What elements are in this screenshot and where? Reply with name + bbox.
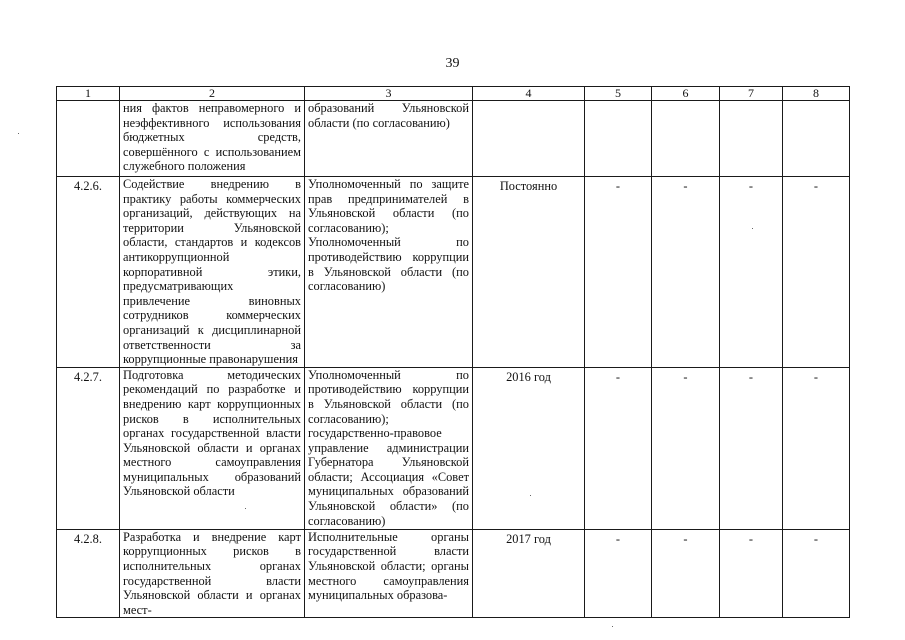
table-header-row [57, 87, 850, 101]
row-number [57, 101, 120, 177]
col8-cell [783, 101, 850, 177]
header-cell: 6 [652, 87, 720, 101]
col7-cell: - [720, 367, 783, 529]
measure-cell: ния фактов неправомерного и неэффективного использования бюджетных средств, совершённого с использованием служебного положения [120, 101, 305, 177]
col8-cell: - [783, 177, 850, 368]
table-row [57, 529, 850, 618]
executor-cell: Уполномоченный по противодействию коррупции в Ульяновской области (по согласованию); государственно-правовое управление администрации Губернатора Ульяновской области; Ассоциация «Совет муниципальных образований Ульяновской области» (по согласованию) [305, 367, 473, 529]
scan-speck [18, 133, 19, 134]
row-number: 4.2.8. [57, 529, 120, 618]
executor-cell: Исполнительные органы государственной власти Ульяновской области; органы местного самоуправления муниципальных образова- [305, 529, 473, 618]
measure-cell: Содействие внедрению в практику работы коммерческих организаций, действующих на территории Ульяновской области, стандартов и кодексов антикоррупционной корпоративной этики, предусматривающих привлечение виновных сотрудников коммерческих организаций к дисциплинарной ответственности за коррупционные правонарушения [120, 177, 305, 368]
row-number: 4.2.6. [57, 177, 120, 368]
measure-cell: Подготовка методических рекомендаций по разработке и внедрению карт коррупционных рисков в исполнительных органах государственной власти Ульяновской области и органах местного самоуправления муниципальных образований Ульяновской области [120, 367, 305, 529]
header-cell: 4 [473, 87, 585, 101]
col8-cell: - [783, 367, 850, 529]
col5-cell [585, 101, 652, 177]
header-cell: 3 [305, 87, 473, 101]
page-number: 39 [445, 56, 460, 71]
table-row [57, 367, 850, 529]
header-cell: 7 [720, 87, 783, 101]
col6-cell: - [652, 529, 720, 618]
col5-cell: - [585, 367, 652, 529]
scan-speck [530, 495, 531, 496]
table-row [57, 177, 850, 368]
table-row [57, 101, 850, 177]
header-cell: 1 [57, 87, 120, 101]
scan-speck [752, 228, 753, 229]
term-cell: Постоянно [473, 177, 585, 368]
col6-cell: - [652, 367, 720, 529]
executor-cell: Уполномоченный по защите прав предпринимателей в Ульяновской области (по согласованию); Уполномоченный по противодействию коррупции в Ульяновской области (по согласованию) [305, 177, 473, 368]
col8-cell: - [783, 529, 850, 618]
header-cell: 2 [120, 87, 305, 101]
col5-cell: - [585, 529, 652, 618]
term-cell: 2017 год [473, 529, 585, 618]
scan-speck [612, 626, 613, 627]
col5-cell: - [585, 177, 652, 368]
measures-table [56, 86, 850, 618]
scan-speck [245, 508, 246, 509]
col7-cell: - [720, 529, 783, 618]
col6-cell [652, 101, 720, 177]
term-cell: 2016 год [473, 367, 585, 529]
col7-cell [720, 101, 783, 177]
col7-cell: - [720, 177, 783, 368]
header-cell: 8 [783, 87, 850, 101]
col6-cell: - [652, 177, 720, 368]
term-cell [473, 101, 585, 177]
header-cell: 5 [585, 87, 652, 101]
measure-cell: Разработка и внедрение карт коррупционных рисков в исполнительных органах государственной власти Ульяновской области и органах мест- [120, 529, 305, 618]
executor-cell: образований Ульяновской области (по согласованию) [305, 101, 473, 177]
row-number: 4.2.7. [57, 367, 120, 529]
